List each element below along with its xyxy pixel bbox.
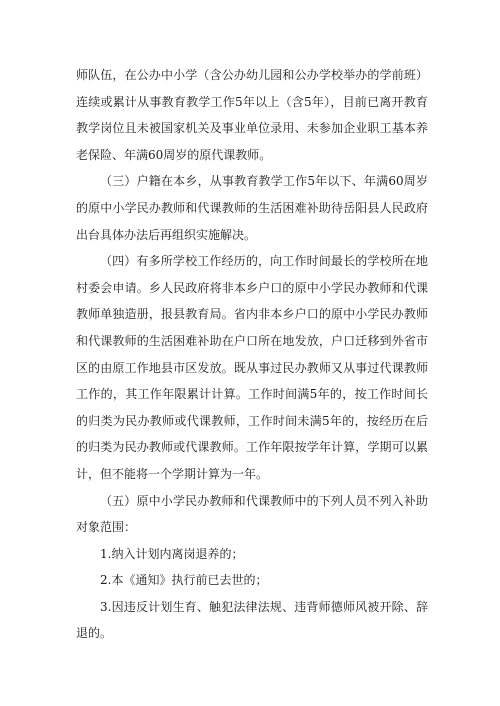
list-item-3: 3.因违反计划生育、触犯法律法规、违背师德师风被开除、辞退的。 (76, 599, 428, 641)
document-body (76, 62, 428, 647)
list-item-2: 2.本《通知》执行前已去世的； (100, 573, 268, 588)
paragraph-item-5: （五）原中小学民办教师和代课教师中的下列人员不列入补助对象范围： (76, 493, 428, 535)
paragraph-continuation: 师队伍，在公办中小学（含公办幼儿园和公办学校举办的学前班）连续或累计从事教育教学工作5年以上（含5年），目前已离开教育教学岗位且未被国家机关及事业单位录用、未参加企业职工基本养老保险、年满60周岁的原代课教师。 (76, 68, 428, 162)
list-item-1: 1.纳入计划内离岗退养的； (100, 546, 244, 561)
paragraph-item-3: （三）户籍在本乡，从事教育教学工作5年以下、年满60周岁的原中小学民办教师和代课教师的生活困难补助待岳阳县人民政府出台具体办法后再组织实施解决。 (76, 174, 428, 242)
paragraph-item-4: （四）有多所学校工作经历的，向工作时间最长的学校所在地村委会申请。乡人民政府将非本乡户口的原中小学民办教师和代课教师单独造册，报县教育局。省内非本乡户口的原中小学民办教师和代课教师的生活困难补助在户口所在地发放，户口迁移到外省市区的由原工作地县市区发放。既从事过民办教师又从事过代课教师工作的，其工作年限累计计算。工作时间满5年的，按工作时间长的归类为民办教师或代课教师，工作时间未满5年的，按经历在后的归类为民办教师或代课教师。工作年限按学年计算，学期可以累计，但不能将一个学期计算为一年。 (76, 254, 428, 481)
